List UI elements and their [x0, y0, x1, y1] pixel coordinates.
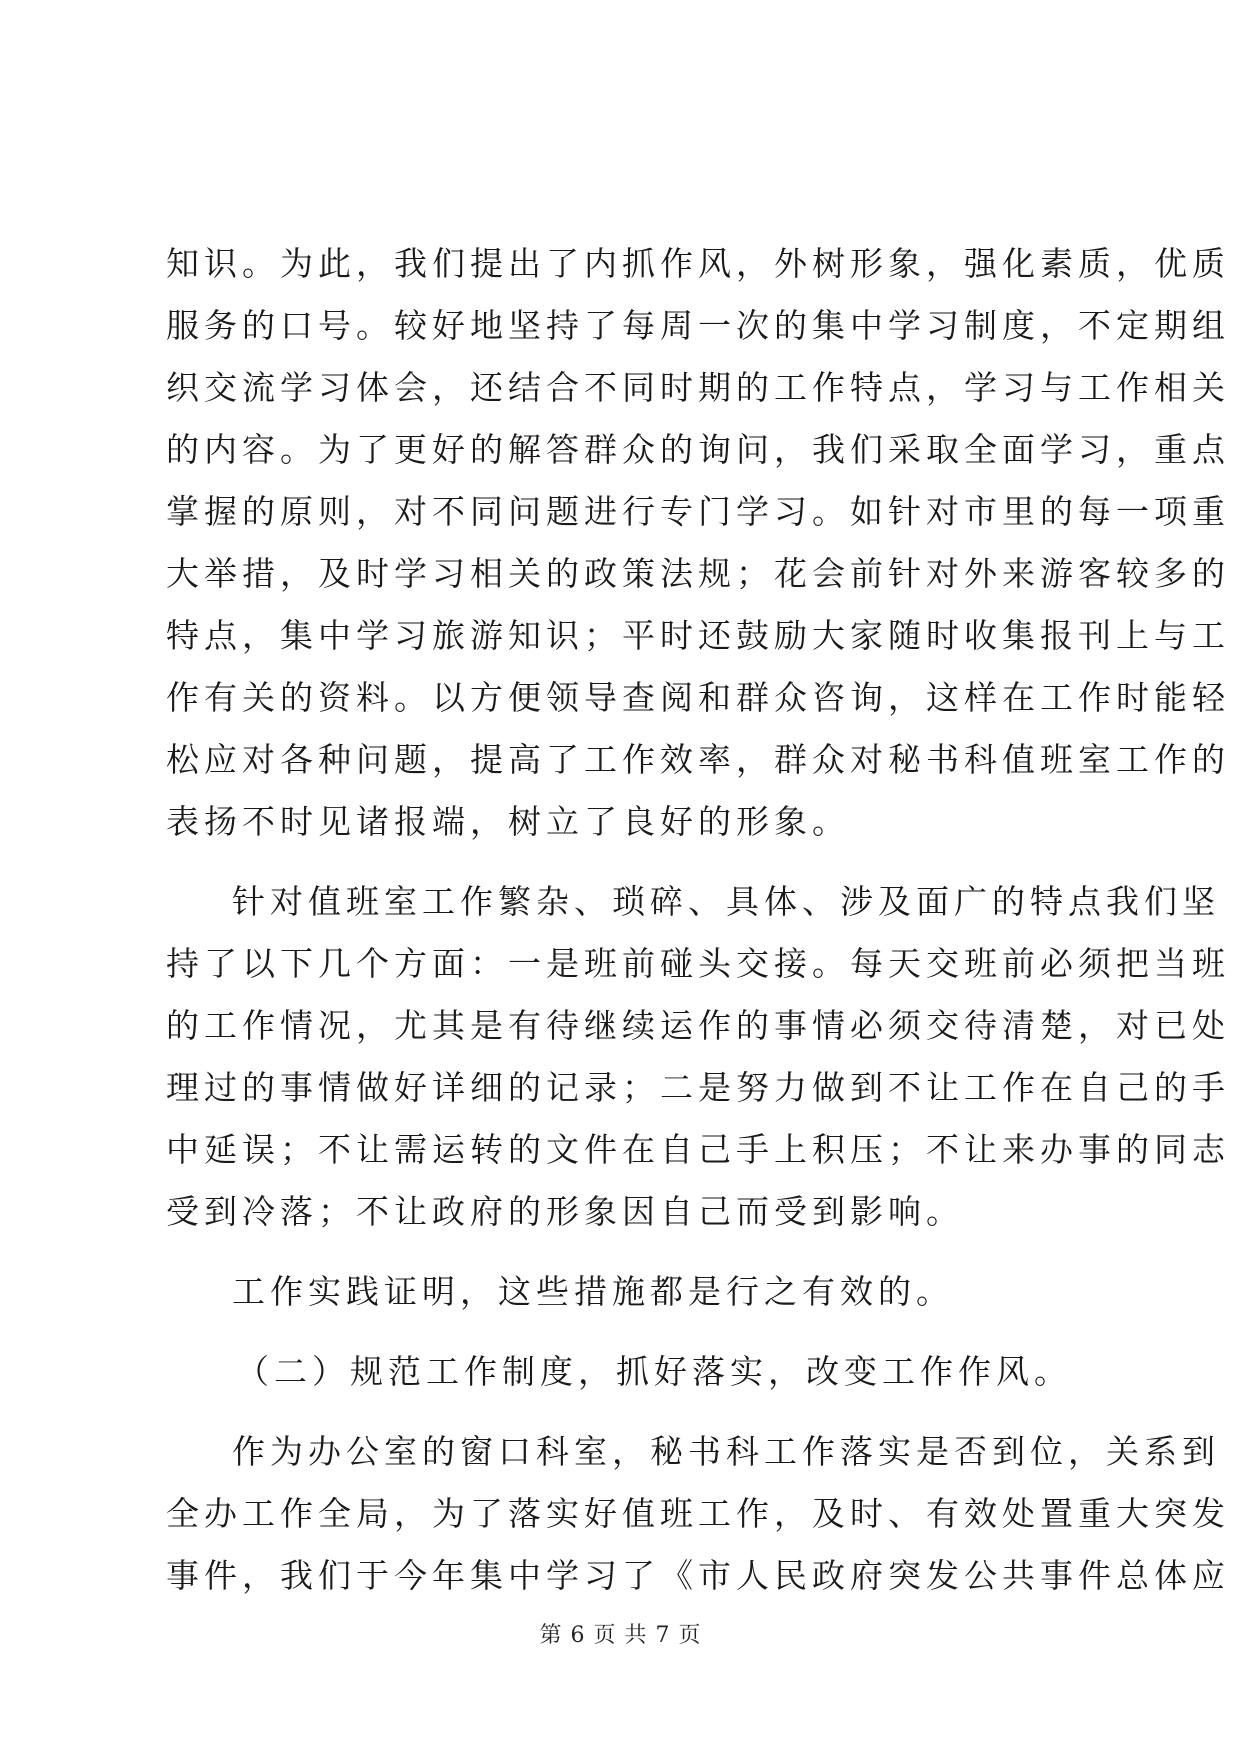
text-line: 表扬不时见诸报端，树立了良好的形象。 — [166, 802, 850, 841]
text-line: 作有关的资料。以方便领导查阅和群众咨询，这样在工作时能轻 — [166, 678, 1230, 717]
text-line: 全办工作全局，为了落实好值班工作，及时、有效处置重大突发 — [166, 1494, 1230, 1533]
text-line: 服务的口号。较好地坚持了每周一次的集中学习制度，不定期组 — [166, 306, 1230, 345]
text-line: 针对值班室工作繁杂、琐碎、具体、涉及面广的特点我们坚 — [232, 882, 1220, 921]
text-line: 作为办公室的窗口科室，秘书科工作落实是否到位，关系到 — [232, 1432, 1220, 1471]
text-line: 大举措，及时学习相关的政策法规；花会前针对外来游客较多的 — [166, 554, 1230, 593]
section-heading — [166, 1341, 1076, 1403]
paragraph-2 — [166, 871, 1230, 1243]
text-line: 松应对各种问题，提高了工作效率，群众对秘书科值班室工作的 — [166, 740, 1230, 779]
text-line: 受到冷落；不让政府的形象因自己而受到影响。 — [166, 1192, 964, 1231]
paragraph-5 — [166, 1421, 1230, 1607]
text-line: 中延误；不让需运转的文件在自己手上积压；不让来办事的同志 — [166, 1130, 1230, 1169]
page-footer — [0, 1618, 1241, 1649]
text-line: 持了以下几个方面：一是班前碰头交接。每天交班前必须把当班 — [166, 944, 1230, 983]
text-line: 掌握的原则，对不同问题进行专门学习。如针对市里的每一项重 — [166, 492, 1230, 531]
text-line: 织交流学习体会，还结合不同时期的工作特点，学习与工作相关 — [166, 368, 1230, 407]
paragraph-1 — [166, 233, 1230, 853]
text-line: 特点，集中学习旅游知识；平时还鼓励大家随时收集报刊上与工 — [166, 616, 1230, 655]
text-line: 的内容。为了更好的解答群众的询问，我们采取全面学习，重点 — [166, 430, 1230, 469]
text-line: （二）规范工作制度，抓好落实，改变工作作风。 — [236, 1352, 1072, 1391]
page-number: 第 6 页 共 7 页 — [539, 1623, 702, 1648]
document-body — [166, 233, 1230, 1607]
text-line: 知识。为此，我们提出了内抓作风，外树形象，强化素质，优质 — [166, 244, 1230, 283]
text-line: 事件，我们于今年集中学习了《市人民政府突发公共事件总体应 — [166, 1556, 1230, 1595]
paragraph-3 — [166, 1261, 1076, 1323]
text-line: 的工作情况，尤其是有待继续运作的事情必须交待清楚，对已处 — [166, 1006, 1230, 1045]
text-line: 工作实践证明，这些措施都是行之有效的。 — [232, 1272, 954, 1311]
text-line: 理过的事情做好详细的记录；二是努力做到不让工作在自己的手 — [166, 1068, 1230, 1107]
